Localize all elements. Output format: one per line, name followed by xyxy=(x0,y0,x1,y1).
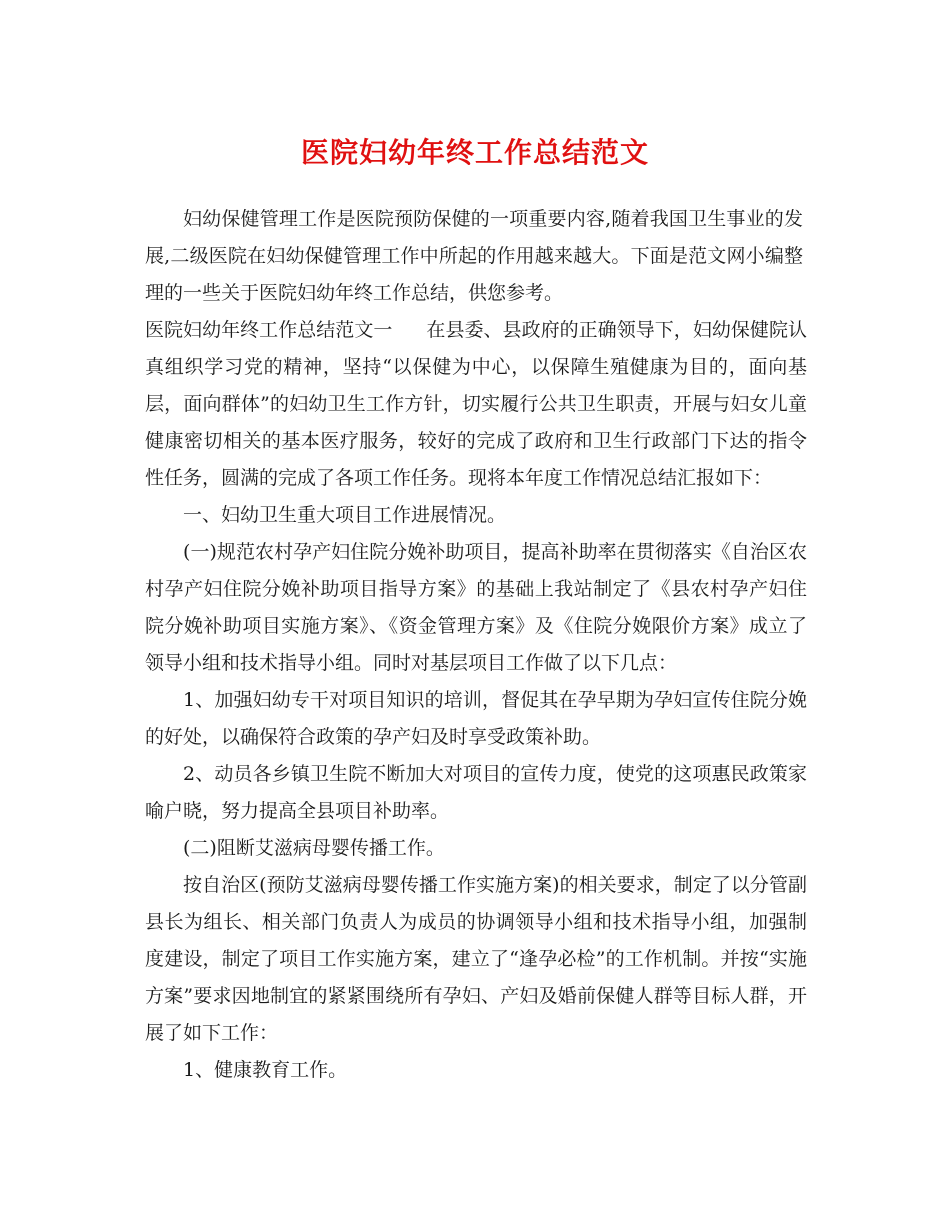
section-heading-1: 一、妇幼卫生重大项目工作进展情况。 xyxy=(183,504,507,526)
subsection-2: (二)阻断艾滋病母婴传播工作。 xyxy=(183,837,445,859)
document-body xyxy=(145,201,807,1089)
list-item-2: 2、动员各乡镇卫生院不断加大对项目的宣传力度，使党的这项惠民政策家喻户晓，努力提高全县项目补助率。 xyxy=(145,763,807,822)
list-item-1: 1、加强妇幼专干对项目知识的培训，督促其在孕早期为孕妇宣传住院分娩的好处，以确保符合政策的孕产妇及时享受政策补助。 xyxy=(145,689,807,748)
document-title: 医院妇幼年终工作总结范文 xyxy=(300,136,649,169)
paragraph-intro: 妇幼保健管理工作是医院预防保健的一项重要内容,随着我国卫生事业的发展,二级医院在妇幼保健管理工作中所起的作用越来越大。下面是范文网小编整理的一些关于医院妇幼年终工作总结，供您参考。 xyxy=(145,208,803,304)
list-item-health-education: 1、健康教育工作。 xyxy=(183,1059,348,1081)
sample1-text: 在县委、县政府的正确领导下，妇幼保健院认真组织学习党的精神，坚持“以保健为中心，以保障生殖健康为目的，面向基层，面向群体”的妇幼卫生工作方针，切实履行公共卫生职责，开展与妇女儿童健康密切相关的基本医疗服务，较好的完成了政府和卫生行政部门下达的指令性任务，圆满的完成了各项工作任务。现将本年度工作情况总结汇报如下： xyxy=(145,319,807,489)
paragraph-aids: 按自治区(预防艾滋病母婴传播工作实施方案)的相关要求，制定了以分管副县长为组长、相关部门负责人为成员的协调领导小组和技术指导小组，加强制度建设，制定了项目工作实施方案，建立了“逢孕必检”的工作机制。并按“实施方案”要求因地制宜的紧紧围绕所有孕妇、产妇及婚前保健人群等目标人群，开展了如下工作： xyxy=(145,874,807,1044)
paragraph-sample1 xyxy=(145,312,807,497)
sample1-heading: 医院妇幼年终工作总结范文一 xyxy=(145,319,393,341)
subsection-1: (一)规范农村孕产妇住院分娩补助项目，提高补助率在贯彻落实《自治区农村孕产妇住院分娩补助项目指导方案》的基础上我站制定了《县农村孕产妇住院分娩补助项目实施方案》、《资金管理方案》及《住院分娩限价方案》成立了领导小组和技术指导小组。同时对基层项目工作做了以下几点： xyxy=(145,541,807,674)
